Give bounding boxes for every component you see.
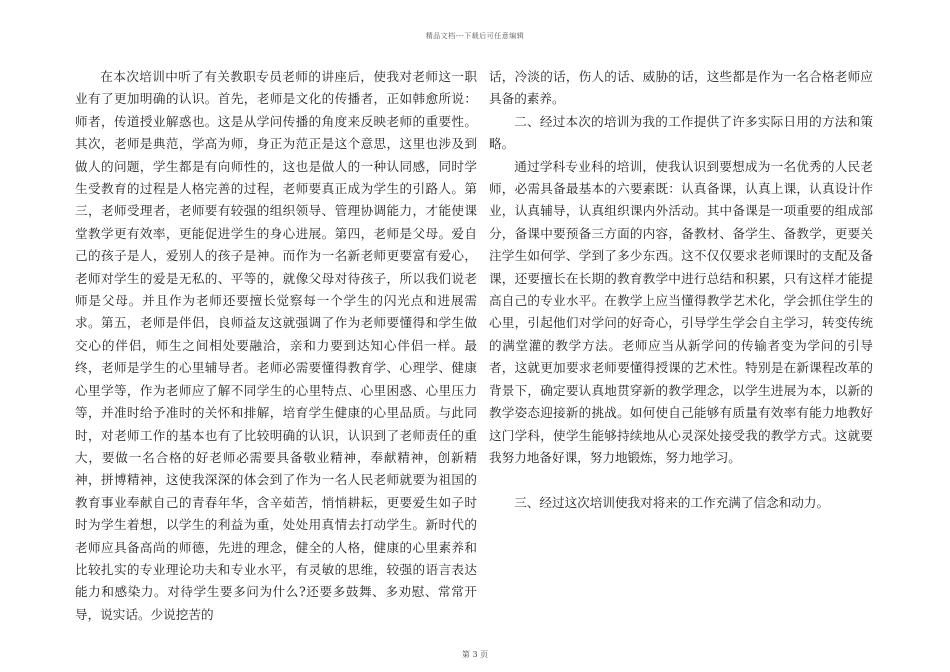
body-paragraph: 通过学科专业科的培训，使我认识到要想成为一名优秀的人民老师，必需具备最基本的六要素既：认真备课，认真上课，认真设计作业，认真辅导，认真组织课内外活动。其中备课是一项重要的组成部分，备课中要预备三方面的内容，备教材、备学生、备教学，更要关注学生如何学、学到了多少东西。这不仅仅要求老师课时的支配及备课，还要擅长在长期的教育教学中进行总结和积累，只有这样才能提高自己的专业水平。在教学上应当懂得教学艺术化，学会抓住学生的心里，引起他们对学问的好奇心，引导学生学会自主学习，转变传统的满堂灌的教学方法。老师应当从新学问的传输者变为学问的引导者，这就更加要求老师要懂得授课的艺术性。特别是在新课程改革的背景下，确定要认真地贯穿新的教学理念，以学生进展为本，以新的教学姿态迎接新的挑战。如何使自己能够有质量有效率有能力地教好这门学科，使学生能够持续地从心灵深处接受我的教学方式。这就要我努力地备好课，努力地锻炼，努力地学习。 — [489, 158, 873, 465]
paragraph-spacer — [489, 469, 873, 491]
section-heading: 三、经过这次培训使我对将来的工作充满了信念和动力。 — [514, 494, 830, 510]
body-paragraph-continuation: 话，冷淡的话，伤人的话、威胁的话，这些都是作为一名合格老师应具备的素养。 — [489, 69, 873, 107]
left-column — [75, 66, 477, 626]
body-paragraph: 在本次培训中听了有关教职专员老师的讲座后，使我对老师这一职业有了更加明确的认识。首先，老师是文化的传播者，正如韩愈所说：师者，传道授业解惑也。这是从学问传播的角度来反映老师的重要性。其次，老师是典范，学高为师，身正为范正是这个意思，这里也涉及到做人的问题，学生都是有向师性的，这也是做人的一种认同感，同时学生受教育的过程是人格完善的过程，老师要真正成为学生的引路人。第三，老师受理者，老师要有较强的组织领导、管理协调能力，才能使课堂教学更有效率，更能促进学生的身心进展。第四，老师是父母。爱自己的孩子是人，爱别人的孩子是神。而作为一名新老师更要富有爱心，老师对学生的爱是无私的、平等的，就像父母对待孩子，所以我们说老师是父母。并且作为老师还要擅长觉察每一个学生的闪光点和进展需求。第五，老师是伴侣，良师益友这就强调了作为老师要懂得和学生做交心的伴侣，师生之间相处要融洽，亲和力要到达知心伴侣一样。最终，老师是学生的心里辅导者。老师必需要懂得教育学、心理学、健康心里学等，作为老师应了解不同学生的心里特点、心里困惑、心里压力等，并准时给予准时的关怀和排解，培育学生健康的心里品质。与此同时，对老师工作的基本也有了比较明确的认识，认识到了老师责任的重大，要做一名合格的好老师必需要具备敬业精神，奉献精神，创新精神，拼博精神，这使我深深的体会到了作为一名人民老师就要为祖国的教育事业奉献自己的青春年华，含辛茹苦，悄悄耕耘，更要爱生如子时时为学生着想，以学生的利益为重，处处用真情去打动学生。新时代的老师应具备高尚的师德，先进的理念，健全的人格，健康的心里素养和比较扎实的专业理论功夫和专业水平，有灵敏的思维，较强的语言表达能力和感染力。对待学生要多问为什么?还要多鼓舞、多劝慰、常常开导，说实话。少说挖苦的 — [75, 69, 477, 622]
page-header: 精品文档---下载后可任意编辑 — [425, 32, 525, 40]
section-heading: 二、经过本次的培训为我的工作提供了许多实际日用的方法和策略。 — [489, 113, 873, 152]
right-column — [489, 66, 873, 514]
page-number: 第 3 页 — [461, 650, 489, 659]
